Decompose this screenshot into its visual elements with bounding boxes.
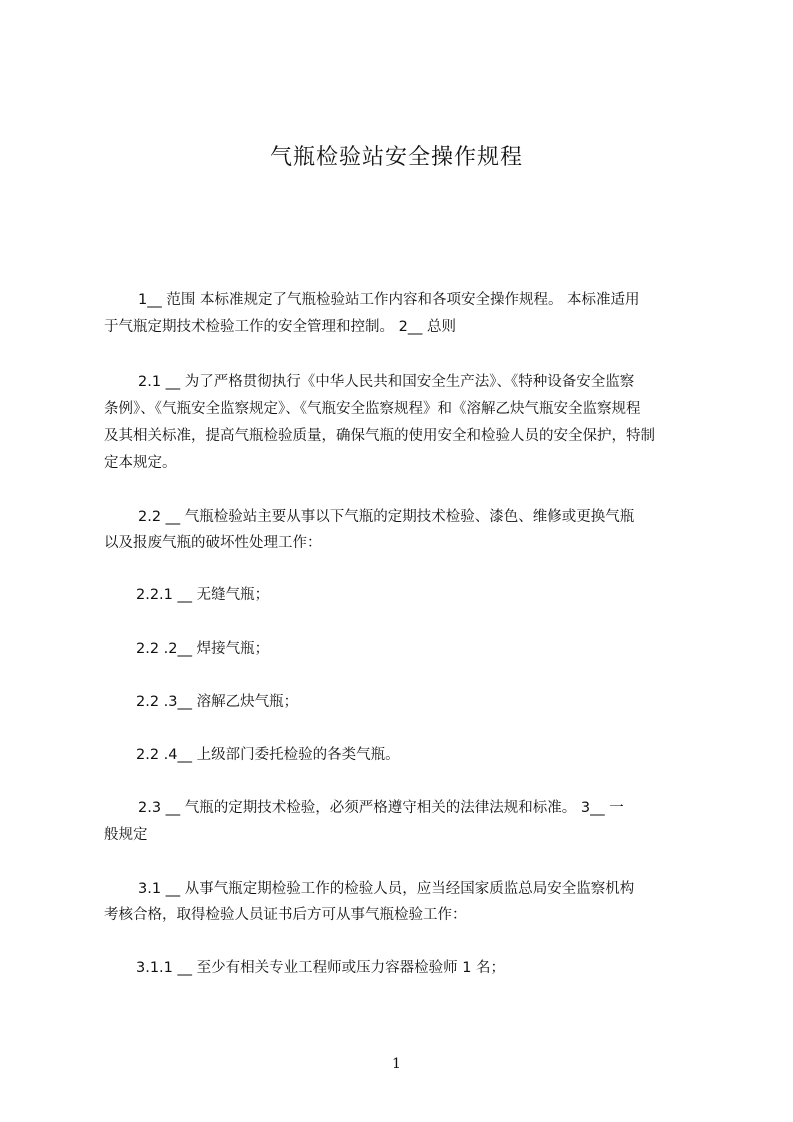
text-line: 及其相关标准，提高气瓶检验质量，确保气瓶的使用安全和检验人员的安全保护，特制 [104, 428, 655, 444]
document-title: 气瓶检验站安全操作规程 [269, 145, 523, 170]
text-line: 2.2 .4__ 上级部门委托检验的各类气瓶。 [136, 747, 400, 763]
text-line: 般规定 [104, 827, 148, 843]
text-line: 2.1 __ 为了严格贯彻执行《中华人民共和国安全生产法》、《特种设备安全监察 [138, 374, 635, 390]
text-line: 以及报废气瓶的破坏性处理工作： [104, 535, 322, 551]
text-line: 1__ 范围 本标准规定了气瓶检验站工作内容和各项安全操作规程。 本标准适用 [138, 292, 640, 308]
text-line: 2.3 __ 气瓶的定期技术检验，必须严格遵守相关的法律法规和标准。 3__ 一 [138, 800, 624, 816]
text-line: 2.2 .2__ 焊接气瓶； [136, 641, 270, 657]
text-line: 2.2 .3__ 溶解乙炔气瓶； [136, 694, 299, 710]
text-line: 2.2 __ 气瓶检验站主要从事以下气瓶的定期技术检验、漆色、维修或更换气瓶 [138, 509, 635, 525]
text-line: 定本规定。 [104, 455, 177, 471]
text-line: 3.1.1 __ 至少有相关专业工程师或压力容器检验师 1 名； [136, 960, 506, 976]
text-line: 2.2.1 __ 无缝气瓶； [136, 587, 270, 603]
page-number: 1 [392, 1056, 401, 1072]
text-line: 条例》、《气瓶安全监察规定》、《气瓶安全监察规程》和《溶解乙炔气瓶安全监察规程 [104, 401, 641, 417]
text-line: 3.1 __ 从事气瓶定期检验工作的检验人员，应当经国家质监总局安全监察机构 [138, 881, 635, 897]
text-line: 于气瓶定期技术检验工作的安全管理和控制。 2__ 总则 [104, 319, 456, 335]
text-line: 考核合格，取得检验人员证书后方可从事气瓶检验工作： [104, 907, 467, 923]
